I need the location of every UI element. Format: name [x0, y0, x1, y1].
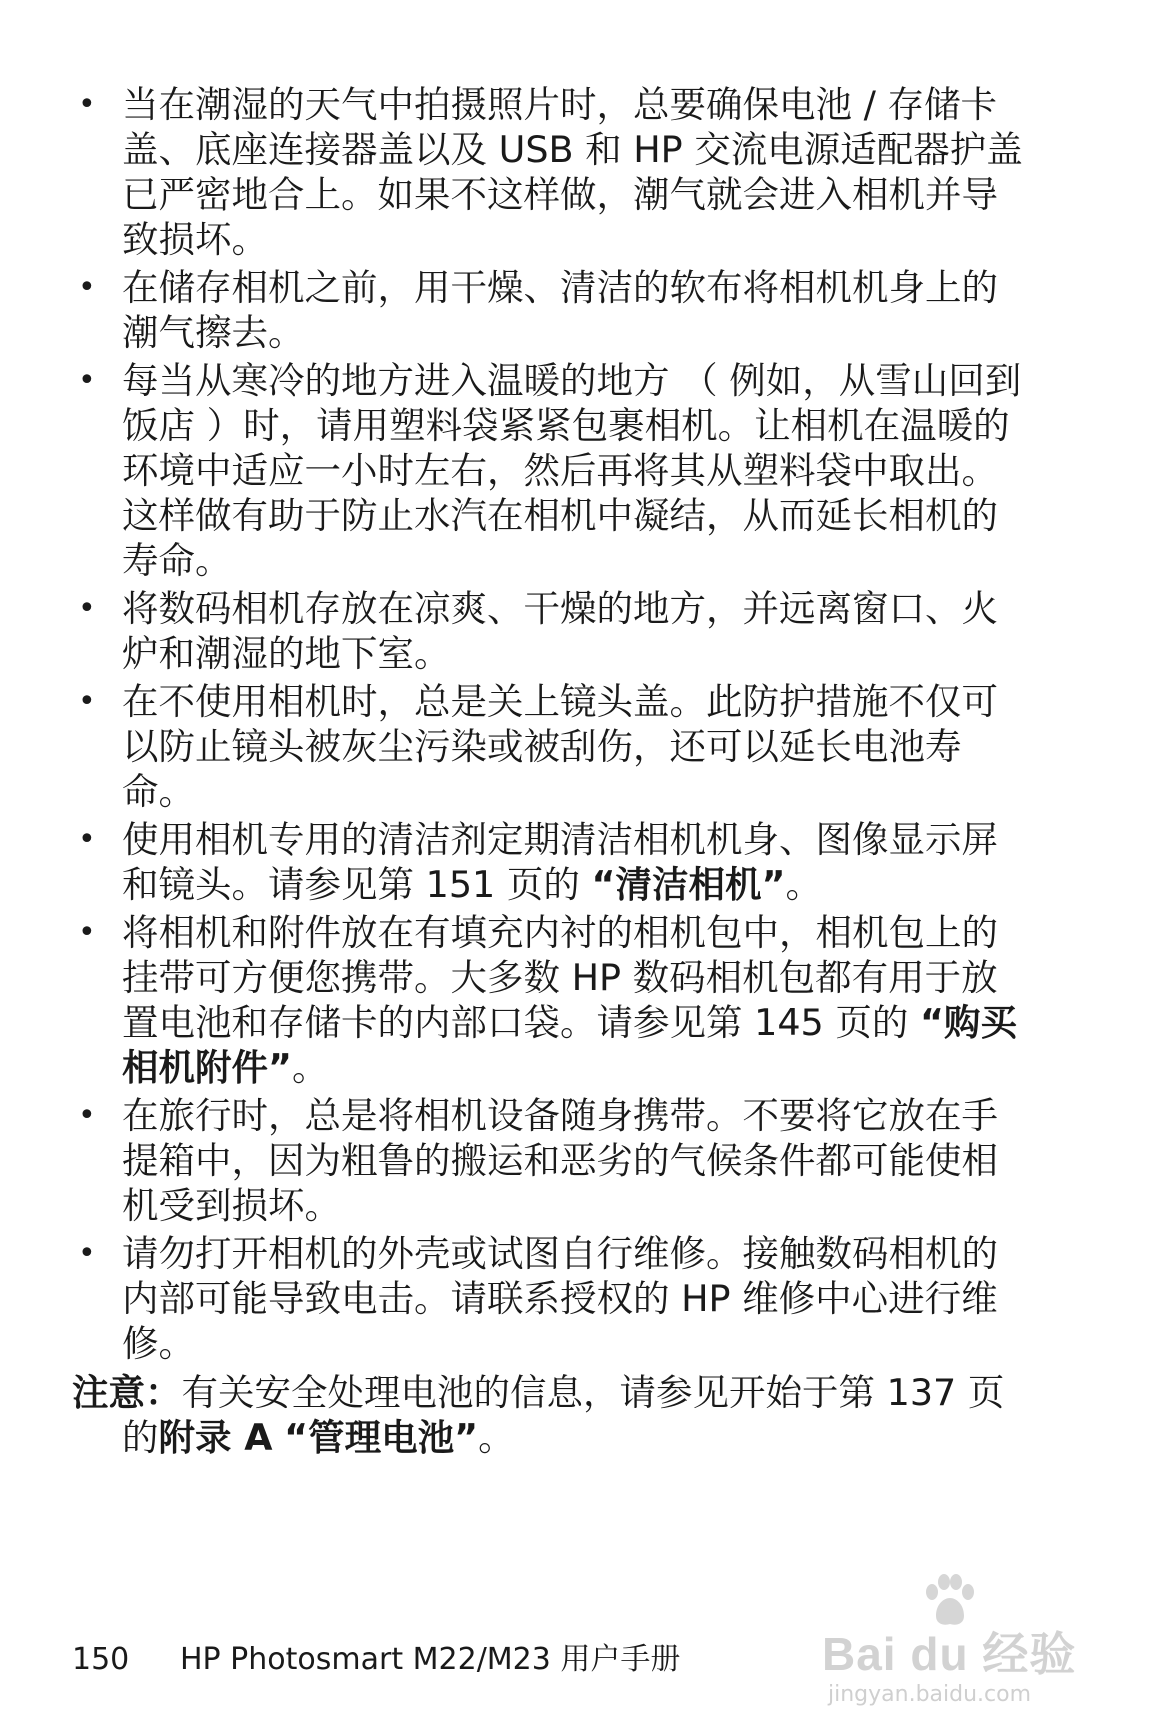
bullet-icon: • [78, 1098, 96, 1133]
tip-item [72, 1231, 1032, 1366]
bullet-icon: • [78, 270, 96, 305]
tip-item [72, 679, 1032, 814]
note-appendix: 附录 A [158, 1416, 273, 1459]
bullet-icon: • [78, 87, 96, 122]
baidu-watermark [822, 1572, 1092, 1712]
bullet-icon: • [78, 591, 96, 626]
page-content [72, 82, 1032, 1460]
tip-text: 当在潮湿的天气中拍摄照片时，总要确保电池 / 存储卡盖、底座连接器盖以及 USB 和 HP 交流电源适配器护盖已严密地合上。如果不这样做，潮气就会进入相机并导致损坏。 [122, 83, 1023, 261]
bullet-icon: • [78, 684, 96, 719]
tip-text: 。 [785, 863, 822, 906]
tip-text: 在储存相机之前，用干燥、清洁的软布将相机机身上的潮气擦去。 [122, 266, 998, 354]
watermark-url: jingyan.baidu.com [828, 1682, 1032, 1707]
tip-text: 在不使用相机时，总是关上镜头盖。此防护措施不仅可以防止镜头被灰尘污染或被刮伤，还可以延长电池寿命。 [122, 680, 998, 813]
page-number: 150 [72, 1642, 130, 1677]
tip-text: 在旅行时，总是将相机设备随身携带。不要将它放在手提箱中，因为粗鲁的搬运和恶劣的气候条件都可能使相机受到损坏。 [122, 1094, 998, 1227]
tip-item [72, 817, 1032, 907]
note-end: 。 [478, 1416, 515, 1459]
tip-item [72, 358, 1032, 583]
tip-item [72, 265, 1032, 355]
cross-reference-link[interactable]: “购买相机附件” [122, 1001, 1017, 1089]
bullet-icon: • [78, 915, 96, 950]
note-text: 有关安全处理电池的信息，请参见开始于第 137 页的 [122, 1371, 1005, 1459]
note-title-link[interactable]: “管理电池” [284, 1416, 479, 1459]
watermark-brand: Bai du 经验 [822, 1628, 1077, 1680]
tip-item [72, 910, 1032, 1090]
tip-text: 使用相机专用的清洁剂定期清洁相机机身、图像显示屏和镜头。请参见第 151 页的 [122, 818, 998, 906]
bullet-icon: • [78, 1236, 96, 1271]
page-footer [72, 1640, 680, 1680]
tip-text: 将相机和附件放在有填充内衬的相机包中，相机包上的挂带可方便您携带。大多数 HP 数码相机包都有用于放置电池和存储卡的内部口袋。请参见第 145 页的 [122, 911, 998, 1044]
tips-list [72, 82, 1032, 1366]
tip-item [72, 82, 1032, 262]
tip-item [72, 1093, 1032, 1228]
manual-title: HP Photosmart M22/M23 用户手册 [180, 1642, 681, 1677]
tip-text: 每当从寒冷的地方进入温暖的地方 （ 例如，从雪山回到饭店 ）时，请用塑料袋紧紧包裹相机。让相机在温暖的环境中适应一小时左右，然后再将其从塑料袋中取出。这样做有助于防止水汽在相机中凝结，从而延长相机的寿命。 [122, 359, 1022, 582]
note [72, 1370, 1032, 1460]
tip-item [72, 586, 1032, 676]
bullet-icon: • [78, 363, 96, 398]
tip-text: 。 [292, 1046, 329, 1089]
note-label: 注意： [72, 1371, 182, 1414]
tip-text: 请勿打开相机的外壳或试图自行维修。接触数码相机的内部可能导致电击。请联系授权的 HP 维修中心进行维修。 [122, 1232, 998, 1365]
tip-text: 将数码相机存放在凉爽、干燥的地方，并远离窗口、火炉和潮湿的地下室。 [122, 587, 998, 675]
bullet-icon: • [78, 822, 96, 857]
cross-reference-link[interactable]: “清洁相机” [591, 863, 786, 906]
